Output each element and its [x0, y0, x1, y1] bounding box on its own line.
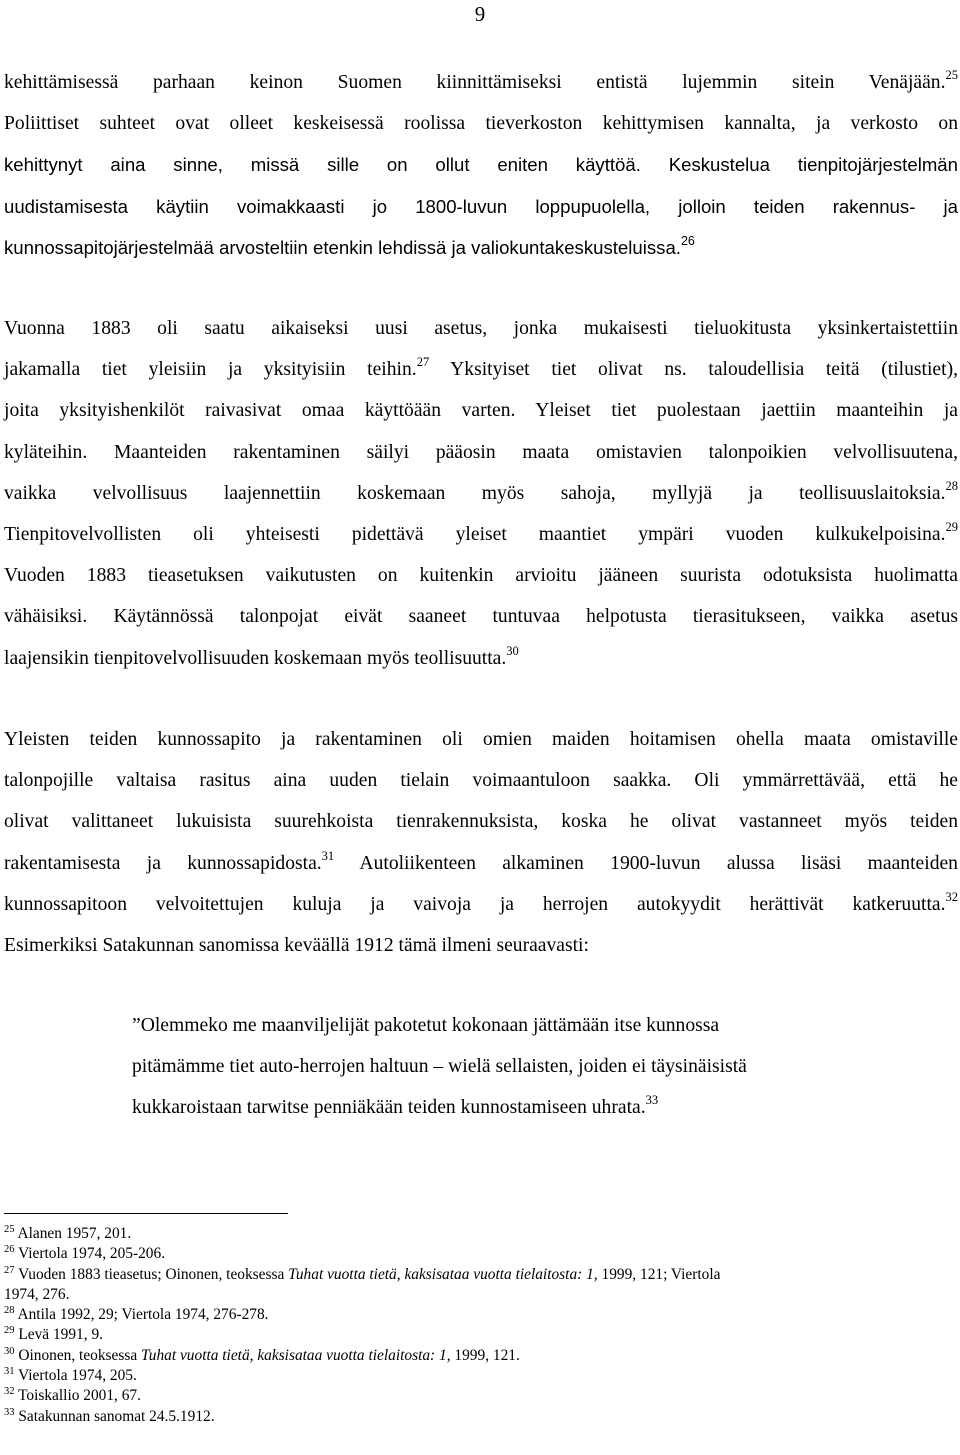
footnote-ref[interactable]: 26 [680, 233, 695, 248]
page-number: 9 [474, 2, 486, 26]
footnote: $^{28}$ Antila 1992, 29; Viertola 1974, 276-278. [4, 1305, 269, 1324]
block-quote [132, 1005, 882, 1128]
footnotes [4, 1224, 956, 1427]
text-line: Tienpitovelvollisten oli yhteisesti pidettävä yleiset maantiet ympäri vuoden kulkukelpoisina.$^{29}$ [4, 519, 958, 545]
text-line: joita yksityishenkilöt raivasivat omaa käyttöään varten. Yleiset tiet puolestaan jaettiin maanteihin ja [4, 400, 958, 422]
footnote-ref[interactable]: 25 [945, 68, 958, 82]
text-line: Vuoden 1883 tieasetuksen vaikutusten on kuitenkin arvioitu jääneen suurista odotuksista huolimatta [4, 565, 958, 587]
footnote-ref[interactable]: 31 [321, 848, 335, 863]
text-line: kehittynyt aina sinne, missä sille on ollut eniten käyttöä. Keskustelua tienpitojärjestelmän [4, 154, 958, 176]
text-line: Poliittiset suhteet ovat olleet keskeisessä roolissa tieverkoston kehittymisen kannalta, ja verkosto on [4, 113, 958, 135]
text-line: talonpojille valtaisa rasitus aina uuden tielain voimaantuloon saakka. Oli ymmärrettävää, että he [4, 770, 958, 792]
text-line: jakamalla tiet yleisiin ja yksityisiin teihin.$^{27}$ Yksityiset tiet olivat ns. taloudellisia teitä (tilustiet), [4, 355, 958, 381]
footnote: $^{30}$ Oinonen, teoksessa Tuhat vuotta tietä, kaksisataa vuotta tielaitosta: 1, 1999, 121. [4, 1345, 520, 1364]
footnote: $^{32}$ Toiskallio 2001, 67. [4, 1386, 141, 1405]
text-line: kyläteihin. Maanteiden rakentaminen säilyi pääosin maata omistavien talonpoikien velvollisuutena, [4, 441, 958, 463]
footnote: $^{29}$ Levä 1991, 9. [4, 1325, 103, 1344]
footnote-ref[interactable]: 29 [945, 519, 958, 534]
footnote-ref[interactable]: 28 [945, 478, 958, 493]
footnote-ref[interactable]: 33 [645, 1093, 659, 1107]
text-line: kunnossapitojärjestelmää arvosteltiin etenkin lehdissä ja valiokuntakeskusteluissa.$^{26}$ [4, 233, 695, 258]
quote-line: kukkaroistaan tarwitse penniäkään teiden kunnostamiseen uhrata.$^{33}$ [132, 1093, 659, 1118]
text-line: kunnossapitoon velvoitettujen kuluja ja vaivoja ja herrojen autokyydit herättivät katkeruutta.$^{32}$ [4, 889, 958, 915]
text-line: Vuonna 1883 oli saatu aikaiseksi uusi asetus, jonka mukaisesti tieluokitusta yksinkertaistettiin [4, 318, 958, 339]
text-line: Esimerkiksi Satakunnan sanomissa keväällä 1912 tämä ilmeni seuraavasti: [4, 934, 589, 956]
text-line: rakentamisesta ja kunnossapidosta.$^{31}$ Autoliikenteen alkaminen 1900-luvun alussa lisäsi maanteiden [4, 848, 958, 874]
text-line: kehittämisessä parhaan keinon Suomen kiinnittämiseksi entistä lujemmin sitein Venäjään.$^{25}$ [4, 68, 958, 93]
text-line: laajensikin tienpitovelvollisuuden koskemaan myös teollisuutta.$^{30}$ [4, 643, 519, 669]
footnote: $^{27}$ Vuoden 1883 tieasetus; Oinonen, teoksessa Tuhat vuotta tietä, kaksisataa vuotta tielaitosta: 1, 1999, 121; Viertola [4, 1264, 721, 1283]
paragraph-1 [4, 62, 958, 268]
text-line: Yleisten teiden kunnossapito ja rakentaminen oli omien maiden hoitamisen ohella maata omistaville [4, 729, 958, 750]
footnote: $^{33}$ Satakunnan sanomat 24.5.1912. [4, 1406, 215, 1425]
paragraph-2 [4, 308, 958, 679]
quote-line: ”Olemmeko me maanviljelijät pakotetut kokonaan jättämään itse kunnossa [132, 1015, 720, 1036]
footnote: $^{25}$ Alanen 1957, 201. [4, 1224, 132, 1242]
footnote: $^{26}$ Viertola 1974, 205-206. [4, 1244, 166, 1263]
paragraph-3 [4, 719, 958, 966]
footnote-ref[interactable]: 32 [945, 889, 958, 904]
text-line: uudistamisesta käytiin voimakkaasti jo 1800-luvun loppupuolella, jolloin teiden rakennus- ja [4, 195, 958, 217]
footnote: $^{31}$ Viertola 1974, 205. [4, 1366, 137, 1385]
text-line: olivat valittaneet lukuisista suurehkoista tienrakennuksista, koska he olivat vastanneet myös teiden [4, 811, 958, 833]
text-line: vähäisiksi. Käytännössä talonpojat eivät saaneet tuntuvaa helpotusta tierasitukseen, vaikka asetus [4, 606, 958, 628]
quote-line: pitämämme tiet auto-herrojen haltuun – wielä sellaisten, joiden ei täysinäisistä [132, 1056, 747, 1077]
footnote-ref[interactable]: 27 [416, 355, 430, 370]
footnote-separator [4, 1213, 288, 1214]
footnote-continuation: 1974, 276. [4, 1285, 70, 1303]
footnote-ref[interactable]: 30 [506, 643, 519, 658]
text-line: vaikka velvollisuus laajennettiin koskemaan myös sahoja, myllyjä ja teollisuuslaitoksia.$^{28}$ [4, 478, 958, 504]
